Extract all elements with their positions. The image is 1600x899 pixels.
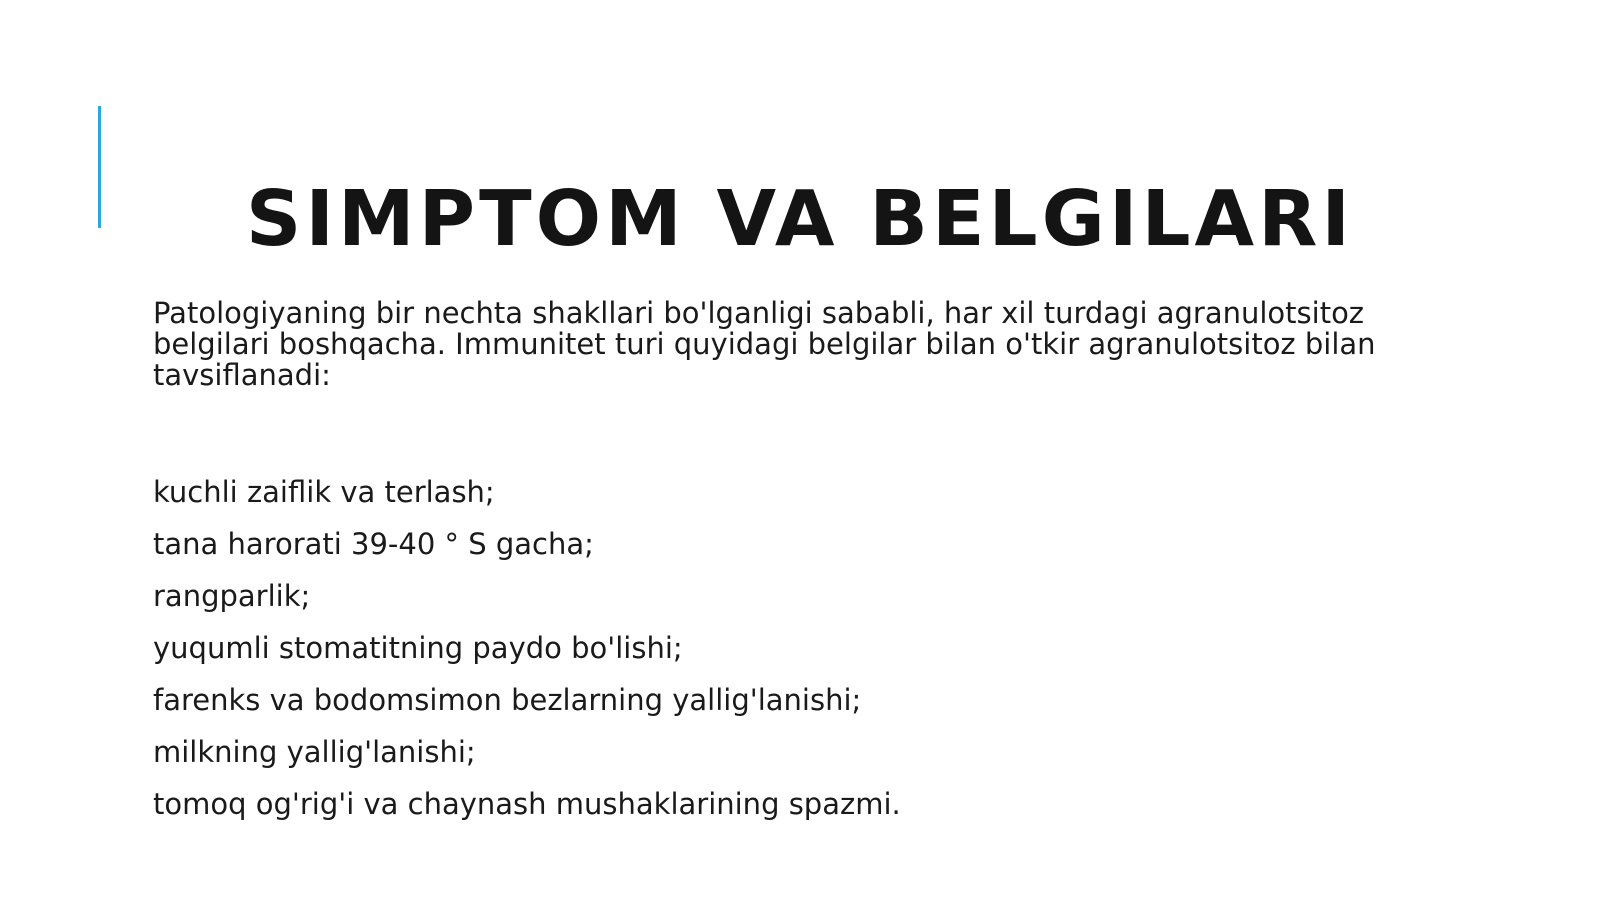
list-item: farenks va bodomsimon bezlarning yallig'lanishi;	[153, 683, 862, 717]
list-item: yuqumli stomatitning paydo bo'lishi;	[153, 631, 683, 665]
list-item: kuchli zaiflik va terlash;	[153, 475, 495, 509]
list-item: rangparlik;	[153, 579, 311, 613]
slide-title: SIMPTOM VA BELGILARI	[245, 174, 1355, 264]
list-item: tana harorati 39-40 ° S gacha;	[153, 527, 594, 561]
list-item: tomoq og'rig'i va chaynash mushaklarining spazmi.	[153, 787, 901, 821]
slide-content	[153, 296, 1443, 821]
symptom-list	[153, 466, 901, 830]
intro-paragraph: Patologiyaning bir nechta shakllari bo'lganligi sababli, har xil turdagi agranulotsitoz belgilari boshqacha. Immunitet turi quyidagi belgilar bilan o'tkir agranulotsitoz bilan tavsiflanadi:	[153, 296, 1376, 392]
list-item: milkning yallig'lanishi;	[153, 735, 476, 769]
